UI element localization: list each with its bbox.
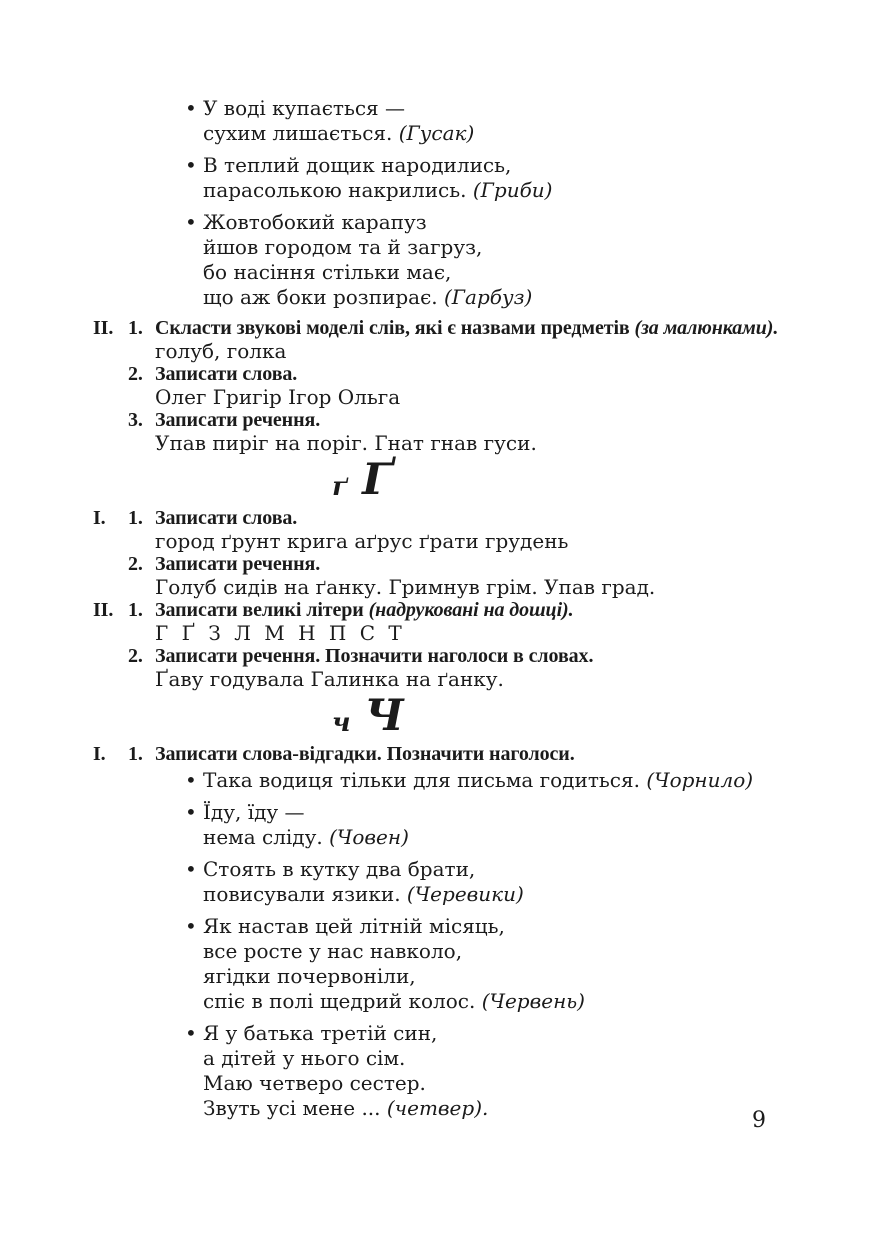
exercise-number: 2. (128, 553, 143, 575)
instruction-text: Скласти звукові моделі слів, які є назвами предметів (155, 317, 630, 339)
riddle-item (185, 914, 875, 1014)
exercise-row (93, 363, 875, 386)
riddle-text: що аж боки розпирає. (203, 285, 438, 309)
exercise-content: Голуб сидів на ґанку. Гримнув грім. Упав град. (155, 575, 656, 599)
riddle-text: Їду, їду — (203, 800, 305, 824)
riddle-line (203, 121, 875, 146)
riddle-line (203, 1071, 875, 1096)
riddle-text: Як настав цей літній місяць, (203, 914, 505, 938)
exercise-row (93, 645, 875, 668)
exercise-number: 1. (128, 743, 143, 765)
bullet-icon: • (185, 1021, 197, 1045)
riddle-line (203, 1096, 875, 1121)
exercise-number: 1. (128, 599, 143, 621)
riddle-line (203, 825, 875, 850)
riddle-text: парасолькою накрились. (203, 178, 467, 202)
exercise-content: Олег Григір Ігор Ольга (155, 385, 401, 409)
exercise-instruction (155, 599, 875, 622)
riddle-line (185, 153, 875, 178)
exercise-block-variant2-g (93, 317, 875, 455)
riddle-line (185, 1021, 875, 1046)
riddle-answer: (Гарбуз) (444, 285, 533, 309)
riddle-line (185, 914, 875, 939)
instruction-text: Записати великі літери (155, 599, 364, 621)
instruction-text: Записати речення. (155, 553, 321, 575)
riddle-line (203, 939, 875, 964)
riddle-line (203, 235, 875, 260)
bullet-icon: • (185, 800, 197, 824)
riddle-item (185, 857, 875, 907)
exercise-row (93, 553, 875, 576)
instruction-text: Записати речення. Позначити наголоси в словах. (155, 645, 594, 667)
exercise-block-variant2-gupturn (93, 599, 875, 691)
riddle-text: Жовтобокий карапуз (203, 210, 427, 234)
page-number: 9 (752, 1108, 766, 1133)
exercise-row (93, 409, 875, 432)
riddle-text: Стоять в кутку два брати, (203, 857, 476, 881)
riddle-text: Я у батька третій син, (203, 1021, 438, 1045)
riddle-line (185, 96, 875, 121)
riddle-item (185, 800, 875, 850)
riddle-line (203, 989, 875, 1014)
riddle-text: В теплий дощик народились, (203, 153, 512, 177)
exercise-content: город ґрунт крига аґрус ґрати грудень (155, 529, 569, 553)
riddle-text: спіє в полі щедрий колос. (203, 989, 476, 1013)
exercise-number: 3. (128, 409, 143, 431)
bullet-icon: • (185, 153, 197, 177)
riddle-line (203, 1046, 875, 1071)
riddle-line (203, 964, 875, 989)
exercise-number: 1. (128, 317, 143, 339)
exercise-instruction (155, 553, 875, 576)
letter-uppercase: Ч (364, 691, 404, 742)
riddle-answer: (Гриби) (472, 178, 553, 202)
letter-heading-g-upturn (332, 455, 875, 506)
riddle-text: повисували язики. (203, 882, 401, 906)
exercise-instruction (155, 317, 875, 340)
exercise-number: 2. (128, 645, 143, 667)
exercise-content: голуб, голка (155, 339, 287, 363)
roman-numeral: II. (93, 599, 114, 621)
riddle-line (203, 178, 875, 203)
riddle-item (185, 210, 875, 310)
exercise-instruction (155, 507, 875, 530)
riddle-answer: (Чорнило) (646, 768, 754, 792)
exercise-content: Упав пиріг на поріг. Гнат гнав гуси. (155, 431, 537, 455)
riddle-text: сухим лишається. (203, 121, 393, 145)
exercise-block-variant1-gupturn (93, 507, 875, 599)
bullet-icon: • (185, 96, 197, 120)
riddle-item (185, 153, 875, 203)
instruction-note: (надруковані на дошці). (368, 599, 574, 621)
roman-numeral: I. (93, 743, 106, 765)
riddle-answer: (Черевики) (406, 882, 524, 906)
riddle-text: Маю четверо сестер. (203, 1071, 426, 1095)
riddle-text: бо насіння стільки має, (203, 260, 452, 284)
exercise-number: 1. (128, 507, 143, 529)
exercise-content: Ґаву годувала Галинка на ґанку. (155, 667, 504, 691)
exercise-instruction (155, 409, 875, 432)
exercise-block-variant1-ch (93, 743, 875, 1121)
riddle-line (203, 285, 875, 310)
exercise-instruction (155, 645, 875, 668)
riddle-list-top (185, 96, 875, 310)
exercise-instruction (155, 363, 875, 386)
riddle-text: Звуть усі мене ... (203, 1096, 381, 1120)
exercise-content-letters: Г Ґ З Л М Н П С Т (155, 621, 402, 645)
riddle-list-ch (185, 768, 875, 1121)
riddle-text: У воді купається — (203, 96, 406, 120)
bullet-icon: • (185, 914, 197, 938)
exercise-row (93, 507, 875, 530)
exercise-row (93, 317, 875, 340)
instruction-note: (за малюнками). (634, 317, 779, 339)
instruction-text: Записати слова. (155, 507, 298, 529)
exercise-row (93, 743, 875, 766)
bullet-icon: • (185, 768, 197, 792)
exercise-row (93, 599, 875, 622)
letter-heading-ch (332, 691, 875, 742)
exercise-instruction (155, 743, 875, 766)
riddle-text: нема сліду. (203, 825, 323, 849)
riddle-text: Така водиця тільки для письма годиться. (203, 768, 640, 792)
riddle-text: все росте у нас навколо, (203, 939, 463, 963)
riddle-answer: (четвер). (386, 1096, 489, 1120)
riddle-item (185, 96, 875, 146)
riddle-answer: (Човен) (329, 825, 409, 849)
riddle-text: а дітей у нього сім. (203, 1046, 406, 1070)
roman-numeral: I. (93, 507, 106, 529)
riddle-item (185, 768, 875, 793)
riddle-line (185, 210, 875, 235)
instruction-text: Записати речення. (155, 409, 321, 431)
riddle-text: ягідки почервоніли, (203, 964, 416, 988)
roman-numeral: II. (93, 317, 114, 339)
instruction-text: Записати слова-відгадки. Позначити наголоси. (155, 743, 575, 765)
riddle-line (185, 857, 875, 882)
letter-uppercase: Ґ (362, 455, 393, 506)
bullet-icon: • (185, 857, 197, 881)
riddle-answer: (Червень) (481, 989, 585, 1013)
riddle-answer: (Гусак) (398, 121, 475, 145)
instruction-text: Записати слова. (155, 363, 298, 385)
riddle-line (185, 800, 875, 825)
riddle-line (203, 882, 875, 907)
bullet-icon: • (185, 210, 197, 234)
riddle-line (185, 768, 875, 793)
riddle-item (185, 1021, 875, 1121)
riddle-text: йшов городом та й загруз, (203, 235, 483, 259)
letter-lowercase: ґ (332, 471, 349, 502)
exercise-number: 2. (128, 363, 143, 385)
letter-lowercase: ч (332, 707, 351, 738)
riddle-line (203, 260, 875, 285)
